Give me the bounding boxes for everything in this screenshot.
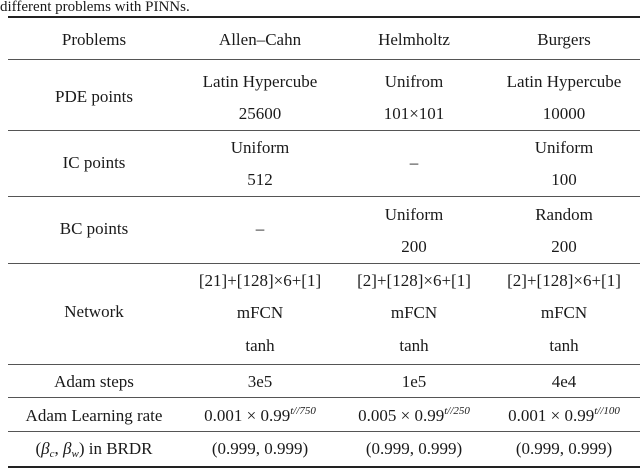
cell: 3e5 bbox=[247, 372, 273, 391]
cell: 100 bbox=[551, 170, 577, 189]
table-caption: different problems with PINNs. bbox=[0, 0, 190, 15]
cell: (0.999, 0.999) bbox=[211, 439, 309, 458]
cell: 101×101 bbox=[383, 104, 445, 123]
cell: [21]+[128]×6+[1] bbox=[198, 271, 322, 290]
cell: mFCN bbox=[540, 303, 588, 322]
row-label: Adam Learning rate bbox=[25, 406, 163, 425]
cell: Uniform bbox=[230, 138, 290, 157]
cell: 512 bbox=[247, 170, 273, 189]
cell: [2]+[128]×6+[1] bbox=[507, 271, 621, 290]
row-label: PDE points bbox=[55, 87, 133, 106]
row-rule bbox=[8, 130, 640, 131]
cell: tanh bbox=[399, 336, 429, 355]
cell: Latin Hypercube bbox=[202, 72, 318, 91]
cell: 4e4 bbox=[551, 372, 577, 391]
cell: Unifrom bbox=[384, 72, 444, 91]
cell: – bbox=[255, 219, 265, 238]
cell: $0.001 \times 0.99^{t//750}$ bbox=[204, 405, 316, 425]
row-label: Adam steps bbox=[54, 372, 134, 391]
cell: Uniform bbox=[534, 138, 594, 157]
row-label: ($\beta_c$, $\beta_w$) in BRDR bbox=[35, 439, 153, 460]
top-rule bbox=[8, 16, 640, 18]
header-problems: Problems bbox=[61, 30, 127, 49]
row-rule bbox=[8, 364, 640, 365]
cell: 200 bbox=[551, 237, 577, 256]
cell: Latin Hypercube bbox=[506, 72, 622, 91]
cell: 25600 bbox=[238, 104, 282, 123]
header-helmholtz: Helmholtz bbox=[378, 30, 450, 49]
header-burgers: Burgers bbox=[537, 30, 591, 49]
cell: $0.001 \times 0.99^{t//100}$ bbox=[508, 405, 620, 425]
cell: tanh bbox=[245, 336, 275, 355]
cell: Uniform bbox=[384, 205, 444, 224]
cell: tanh bbox=[549, 336, 579, 355]
header-rule bbox=[8, 59, 640, 60]
cell: Random bbox=[535, 205, 593, 224]
cell: 10000 bbox=[542, 104, 586, 123]
row-label: IC points bbox=[62, 153, 126, 172]
cell: [2]+[128]×6+[1] bbox=[357, 271, 471, 290]
cell: – bbox=[409, 153, 419, 172]
row-rule bbox=[8, 431, 640, 432]
cell: (0.999, 0.999) bbox=[515, 439, 613, 458]
row-rule bbox=[8, 196, 640, 197]
cell: mFCN bbox=[236, 303, 284, 322]
row-label: BC points bbox=[59, 219, 129, 238]
bottom-rule bbox=[8, 466, 640, 468]
row-rule bbox=[8, 263, 640, 264]
cell: $0.005 \times 0.99^{t//250}$ bbox=[358, 405, 470, 425]
cell: 200 bbox=[401, 237, 427, 256]
row-rule bbox=[8, 397, 640, 398]
cell: 1e5 bbox=[401, 372, 427, 391]
row-label: Network bbox=[64, 302, 124, 321]
header-allen-cahn: Allen–Cahn bbox=[218, 30, 302, 49]
cell: (0.999, 0.999) bbox=[365, 439, 463, 458]
cell: mFCN bbox=[390, 303, 438, 322]
